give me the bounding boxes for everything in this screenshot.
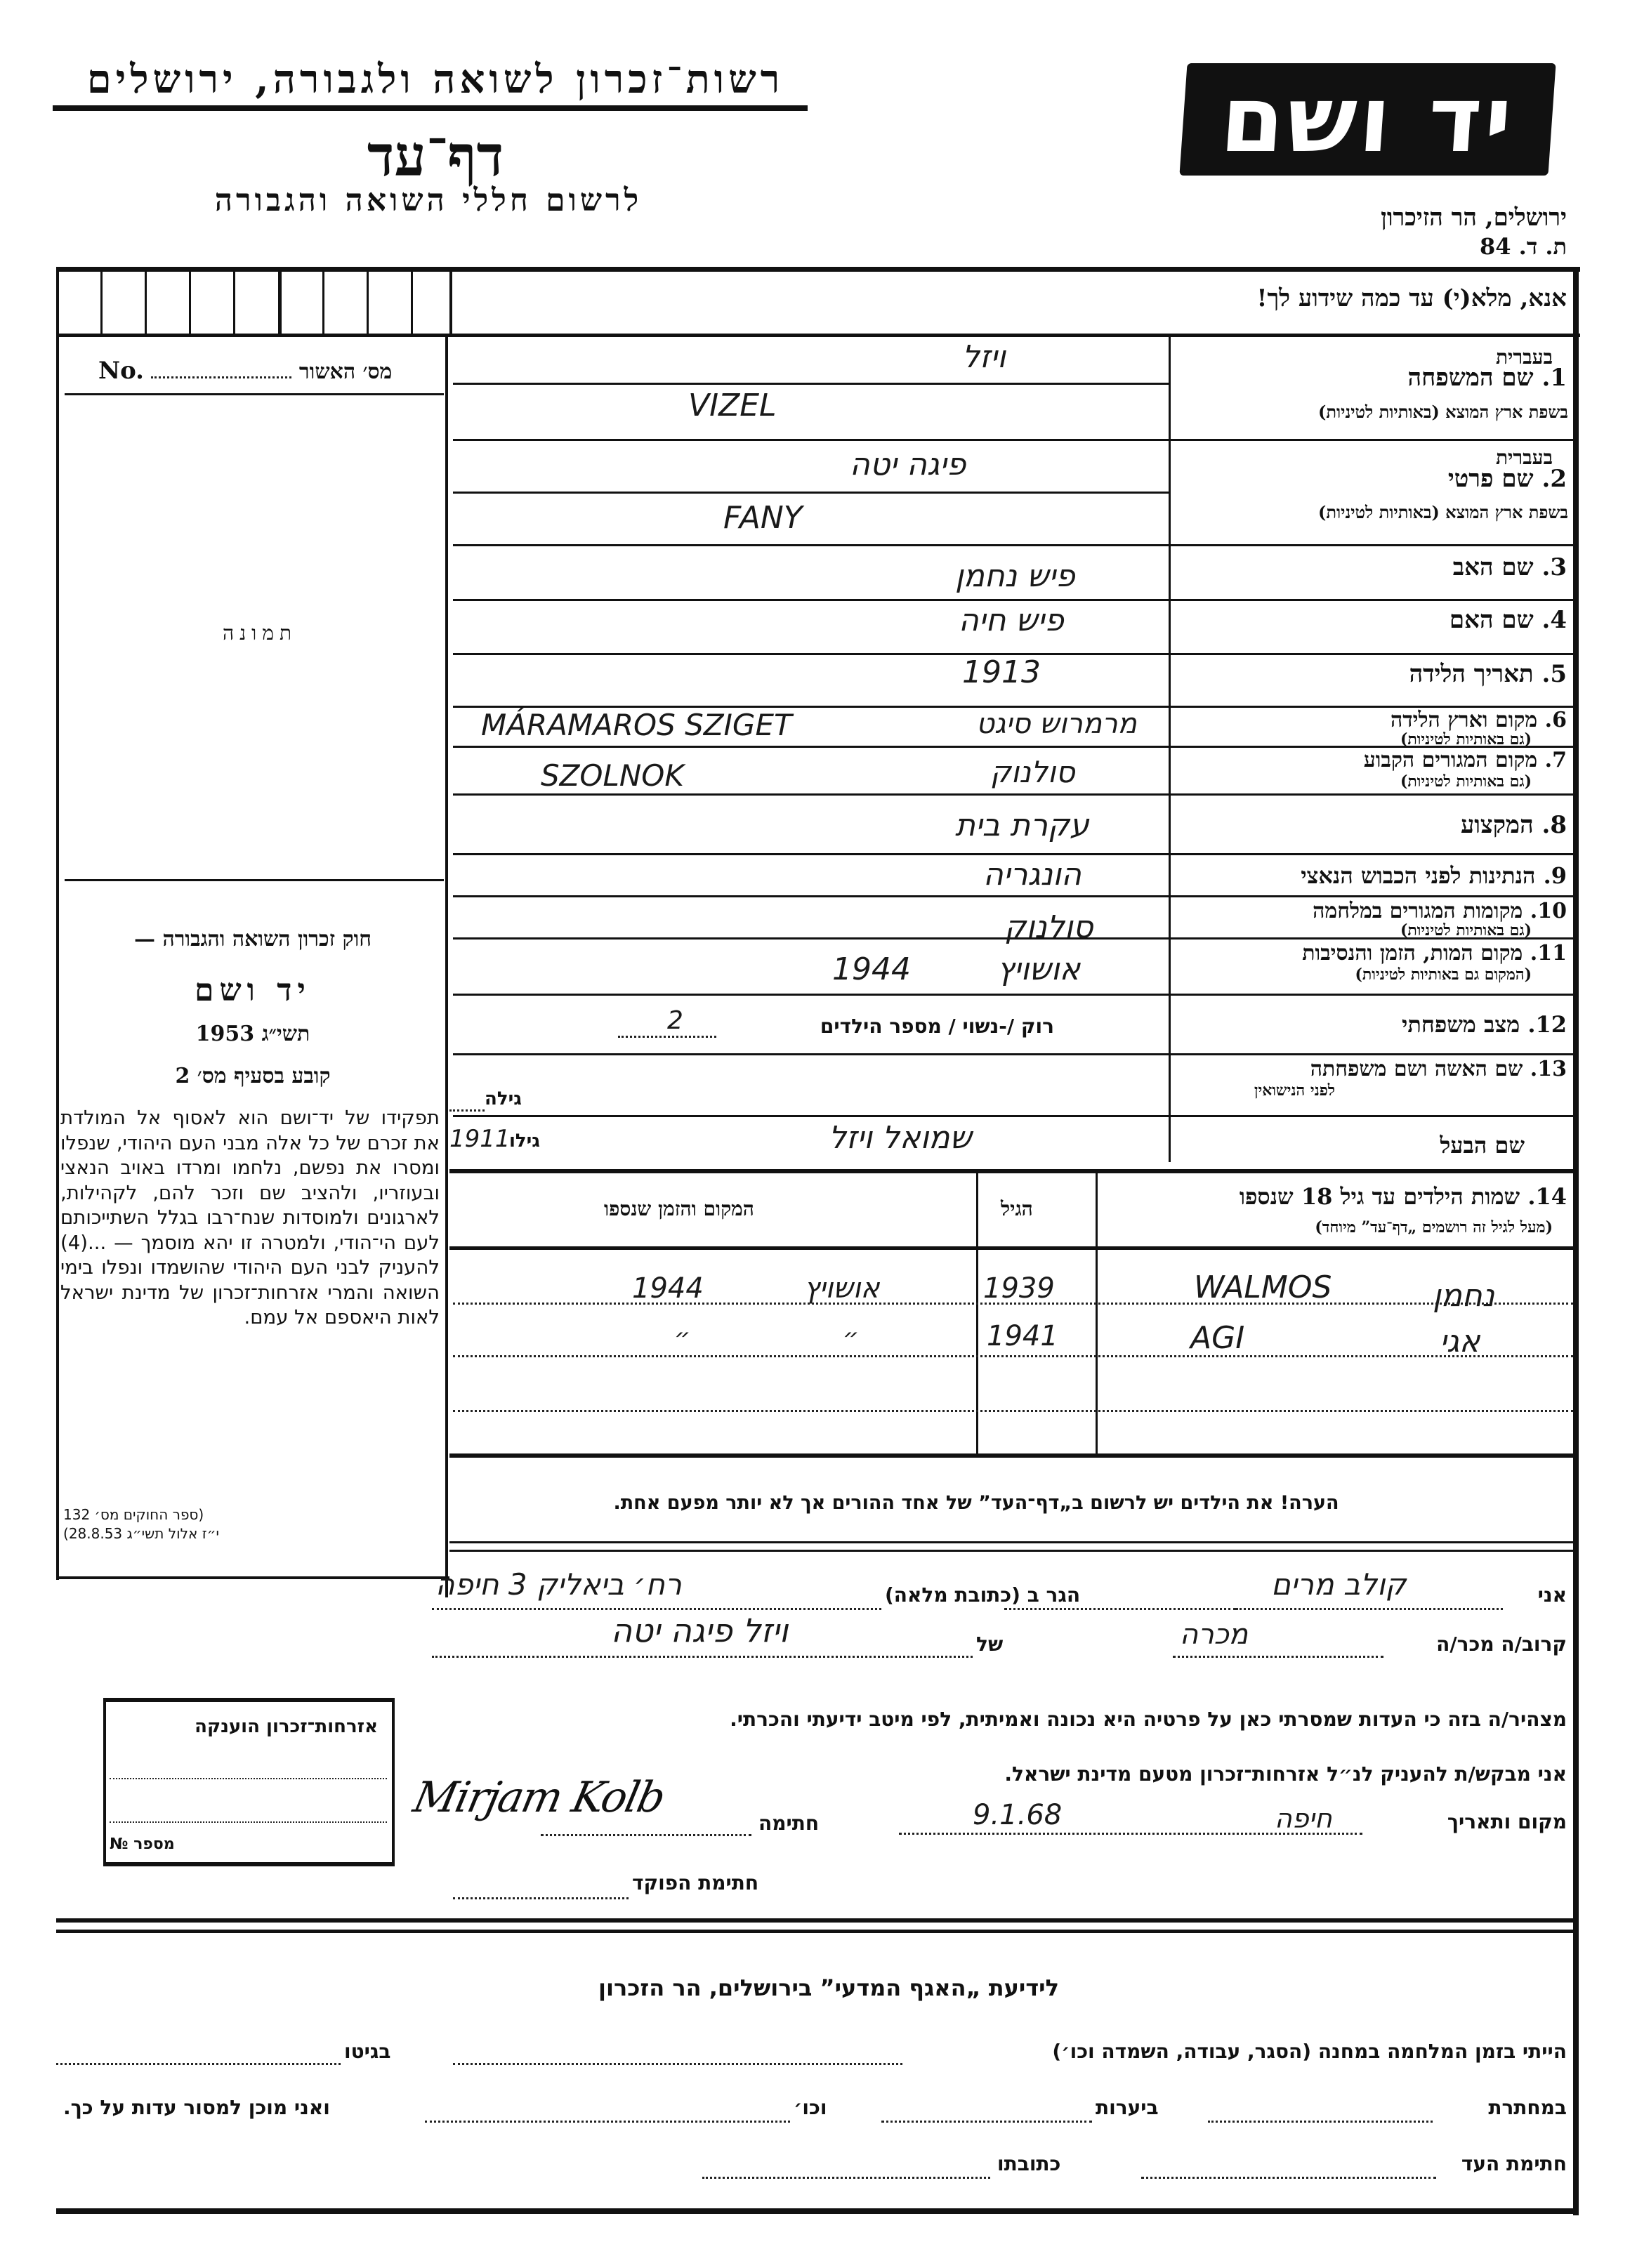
- law-name: יד ושם: [195, 973, 311, 1008]
- field-7-label: 7. מקום המגורים הקבוע: [1363, 748, 1567, 772]
- children-row-line: [453, 1355, 1573, 1357]
- war-residence-value[interactable]: סולנוק: [1004, 909, 1093, 945]
- citizenship-box-line[interactable]: [110, 1821, 387, 1823]
- witness-signature-label: חתימת העד: [1461, 2152, 1567, 2175]
- row-divider: [453, 793, 1573, 796]
- approval-no-label: No.: [98, 357, 144, 385]
- field-11-label: 11. מקום המות, הזמן והנסיבות: [1302, 941, 1567, 965]
- field-8-label: 8. המקצוע: [1460, 811, 1567, 839]
- family-name-hebrew-value[interactable]: ויזל: [962, 339, 1006, 375]
- row-divider: [453, 599, 1573, 601]
- label-column-divider: [1169, 337, 1171, 1162]
- field-11-sublabel: (המקום גם באותיות לטיניות): [1355, 965, 1532, 984]
- ghetto-label: בגיטו: [344, 2040, 391, 2063]
- law-section: קובע בסעיף מס׳ 2: [175, 1064, 331, 1088]
- declarant-name-value[interactable]: קולב מרים: [1271, 1567, 1407, 1602]
- death-year-value[interactable]: 1944: [832, 951, 911, 987]
- birth-date-value[interactable]: 1913: [962, 654, 1041, 690]
- approval-divider: [65, 393, 444, 395]
- memorial-citizenship-box: [103, 1698, 395, 1866]
- header-rule: [53, 105, 808, 111]
- photo-placeholder-label: תמונה: [222, 621, 298, 645]
- husband-name-value[interactable]: שמואל ויזל: [829, 1120, 972, 1156]
- witness-signature-line[interactable]: [1141, 2177, 1436, 2179]
- children-table-title: 14. שמות הילדים עד גיל 18 שנספו: [1239, 1183, 1567, 1210]
- forests-line[interactable]: [881, 2121, 1092, 2123]
- field-10-label: 10. מקומות המגורים במלחמה: [1313, 899, 1567, 923]
- forests-label: ביערות: [1096, 2096, 1159, 2119]
- signature-label: חתימה: [758, 1812, 820, 1835]
- header-row-divider: [56, 334, 1580, 337]
- birth-place-hebrew-value[interactable]: מרמרוש סיגט: [976, 708, 1137, 740]
- field-2-sublabel: בשפת ארץ המוצא (באותיות לטיניות): [1318, 502, 1568, 522]
- death-place-value[interactable]: אושויץ: [997, 951, 1081, 987]
- yad-vashem-logo: [1179, 63, 1556, 176]
- code-box-tick: [367, 272, 369, 334]
- approval-number-field[interactable]: [98, 357, 392, 385]
- frame-top-border: [56, 267, 1580, 272]
- field-1-label: 1. שם המשפחה: [1407, 364, 1567, 392]
- first-name-hebrew-value[interactable]: פיגה יטה: [850, 447, 966, 482]
- citizenship-box-title: אזרחות־זכרון הוענקה: [195, 1716, 378, 1737]
- row-divider: [453, 1053, 1573, 1055]
- nationality-value[interactable]: הונגריה: [983, 857, 1082, 892]
- row-divider: [453, 492, 1169, 494]
- field-6-label: 6. מקום וארץ הלידה: [1390, 708, 1567, 732]
- law-reference-1: (ספר החוקים מס׳ 132: [63, 1506, 204, 1523]
- residence-latin-value[interactable]: SZOLNOK: [541, 758, 684, 793]
- declaration-statement: מצהיר/ה בזה כי העדות שמסרתי כאן על פרטיה היא נכונה ואמיתית, לפי מיטב ידיעתי והכרתי.: [730, 1708, 1567, 1731]
- ready-to-testify-text: ואני מוכן למסור עדות על כך.: [63, 2096, 330, 2119]
- form-code: ת. ד. 84: [1480, 233, 1567, 260]
- children-count-line: [618, 1036, 716, 1038]
- child-death-place[interactable]: אושויץ: [804, 1272, 880, 1305]
- code-box-tick: [189, 272, 191, 334]
- of-line: [432, 1656, 973, 1658]
- citizenship-box-line[interactable]: [110, 1778, 387, 1779]
- field-4-label: 4. שם האם: [1449, 606, 1567, 634]
- underground-label: במחתרת: [1488, 2096, 1567, 2119]
- address-line-b: [432, 1608, 881, 1610]
- col-age-header: הגיל: [1001, 1197, 1033, 1220]
- marital-status-options[interactable]: רוק /-נשוי / מספר הילדים: [820, 1015, 1054, 1038]
- organization-title: רשות־זכרון לשואה ולגבורה, ירושלים: [86, 56, 784, 103]
- camp-line[interactable]: [453, 2063, 902, 2065]
- address-line-a: [1004, 1608, 1236, 1610]
- date-value[interactable]: 9.1.68: [973, 1799, 1063, 1831]
- underground-line[interactable]: [1208, 2121, 1433, 2123]
- field-13-label: 13. שם האשה ושם משפחתה: [1310, 1057, 1567, 1081]
- row-divider: [453, 544, 1573, 546]
- child-name-latin[interactable]: AGI: [1190, 1320, 1245, 1356]
- officer-signature-line[interactable]: [453, 1897, 629, 1899]
- field-2-hebrew-tag: בעברית: [1495, 446, 1553, 469]
- of-value[interactable]: ויזל פיגה יטה: [611, 1611, 789, 1649]
- row-divider: [453, 1115, 1573, 1117]
- field-9-label: 9. הנתינות לפני הכבוש הנאצי: [1301, 862, 1567, 889]
- field-10-sublabel: (גם באותיות לטיניות): [1400, 921, 1532, 939]
- photo-area-bottom: [65, 879, 444, 881]
- code-boxes-divider: [449, 272, 452, 335]
- relation-value[interactable]: מכרה: [1180, 1618, 1249, 1651]
- relation-line: [1173, 1656, 1383, 1658]
- logo-text: יד ושם: [1217, 66, 1518, 173]
- child-death-year[interactable]: ״: [674, 1324, 691, 1352]
- law-title: חוק זכרון השואה והגבורה —: [134, 927, 372, 951]
- section-separator-2: [56, 1930, 1573, 1933]
- instruction-text: אנא, מלא(י) עד כמה שידוע לך!: [1256, 284, 1567, 312]
- wife-age-line[interactable]: [449, 1109, 485, 1112]
- frame-bottom-border: [56, 2208, 1579, 2214]
- etc-label: וכו׳: [794, 2096, 827, 2119]
- row-divider: [453, 895, 1573, 897]
- relation-label: קרוב/ה מכר/ה: [1436, 1633, 1567, 1656]
- frame-left-border: [56, 267, 59, 1580]
- child-age[interactable]: 1939: [983, 1272, 1055, 1305]
- field-1-sublabel: בשפת ארץ המוצא (באותיות לטיניות): [1318, 402, 1568, 422]
- law-text: תפקידו של יד־ושם הוא לאסוף אל המולדת את זכרם של כל אלה מבני העם היהודי, שנפלו ומסרו את נפשם, נלחמו ומרדו באויב הנאצי ובעוזריו, ולהציב שם וזכר להם, לקהילות, לארגונים ולמוסדות שנח־רבו בגלל השתייכותם לעם הי־הודי, ולמטרה זו יהא מוסמך — ...(4) להעניק לבני העם היהודי שהושמדו ונפלו בימי השואה והמרי אזרחות־זכרון של מדינת ישראל לאות היאספם אל עמם.: [60, 1107, 440, 1329]
- first-name-latin-value[interactable]: FANY: [723, 500, 803, 536]
- code-box-tick: [411, 272, 413, 334]
- place-value[interactable]: חיפה: [1275, 1803, 1332, 1834]
- bottom-section-title: לידיעת „האגף המדעי” בירושלים, הר הזכרון: [598, 1974, 1059, 2001]
- profession-value[interactable]: עקרת בית: [955, 807, 1089, 843]
- father-name-value[interactable]: פיש נחמן: [955, 558, 1075, 594]
- note-bottom-rule-2: [449, 1550, 1573, 1552]
- form-subtitle: לרשום חללי השואה והגבורה: [214, 183, 643, 218]
- declaration-prefix: אני: [1537, 1583, 1567, 1607]
- husband-age-label: גילו: [509, 1130, 540, 1152]
- field-1-hebrew-tag: בעברית: [1495, 345, 1553, 369]
- witness-address-line[interactable]: [702, 2177, 990, 2179]
- address: ירושלים, הר הזיכרון: [1381, 204, 1567, 232]
- row-divider: [453, 994, 1573, 996]
- col-place-time-header: המקום והזמן שנספו: [604, 1197, 754, 1220]
- row-divider: [453, 439, 1573, 441]
- children-count-value[interactable]: 2: [667, 1006, 683, 1035]
- of-label: של: [976, 1633, 1004, 1656]
- husband-name-label: שם הבעל: [1440, 1132, 1525, 1159]
- frame-right-border: [1573, 267, 1579, 2215]
- form-title: דף־עד: [367, 123, 504, 189]
- birth-place-latin-value[interactable]: MÁRAMAROS SZIGET: [481, 708, 792, 742]
- wife-age-label: גילה: [485, 1088, 522, 1109]
- children-table-top: [449, 1169, 1573, 1173]
- children-table-header-bottom: [449, 1246, 1573, 1250]
- witness-address-label: כתובתו: [997, 2152, 1061, 2175]
- field-6-sublabel: (גם באותיות לטיניות): [1400, 730, 1532, 749]
- children-table-subtitle: (מעל לגיל זה רושמים „דף־עד” מיוחד): [1315, 1218, 1553, 1237]
- child-death-place[interactable]: ״: [843, 1324, 860, 1352]
- law-year: תשי״ג 1953: [195, 1022, 310, 1046]
- children-row-line: [453, 1410, 1573, 1412]
- code-box-tick: [322, 272, 324, 334]
- family-name-latin-value[interactable]: VIZEL: [688, 388, 777, 423]
- declarant-signature[interactable]: Mirjam Kolb: [409, 1773, 669, 1822]
- field-13-sublabel: לפני הנישואין: [1254, 1081, 1335, 1100]
- declaration-request: אני מבקש/ת להעניק לנ״ל אזרחות־זכרון מטעם מדינת ישראל.: [1004, 1762, 1567, 1786]
- section-separator: [56, 1918, 1573, 1923]
- etc-line[interactable]: [425, 2121, 790, 2123]
- law-reference-2: י״ז אלול תשי״ג 28.8.53): [63, 1525, 219, 1542]
- left-column-bottom: [56, 1576, 449, 1579]
- field-5-label: 5. תאריך הלידה: [1409, 660, 1567, 688]
- residence-hebrew-value[interactable]: סולנוק: [990, 755, 1075, 789]
- note-bottom-rule: [449, 1541, 1573, 1543]
- code-box-tick: [278, 272, 282, 334]
- code-box-tick: [233, 272, 235, 334]
- camp-line-label: הייתי בזמן המלחמה במחנה (הסגר, עבודה, השמדה וכו׳): [1052, 2040, 1567, 2063]
- children-note: הערה! את הילדים יש לרשום ב„דף־העד” של אחד ההורים אך לא יותר מפעם אחת.: [613, 1492, 1339, 1514]
- husband-age-value[interactable]: 1911: [449, 1125, 511, 1153]
- row-divider: [453, 383, 1169, 385]
- ghetto-line[interactable]: [56, 2063, 341, 2065]
- child-name-latin[interactable]: WALMOS: [1194, 1270, 1332, 1305]
- field-12-label: 12. מצב משפחתי: [1402, 1011, 1567, 1038]
- approval-number-line: [151, 376, 291, 378]
- row-divider: [453, 853, 1573, 855]
- approval-label: מס׳ האשור: [298, 360, 393, 384]
- child-age[interactable]: 1941: [987, 1320, 1058, 1352]
- declarant-name-line: [1236, 1608, 1503, 1610]
- signature-line: [541, 1834, 751, 1836]
- citizenship-number-label: מספר №: [110, 1835, 175, 1853]
- officer-signature-label: חתימת הפוקד: [632, 1871, 759, 1894]
- mother-name-value[interactable]: פיש חיה: [959, 602, 1064, 638]
- child-death-year[interactable]: 1944: [632, 1272, 704, 1305]
- place-date-label: מקום ותאריך: [1447, 1810, 1567, 1833]
- field-7-sublabel: (גם באותיות לטיניות): [1400, 772, 1532, 791]
- address-label: הגר ב (כתובת מלאה): [885, 1583, 1081, 1607]
- field-2-label: 2. שם פרטי: [1447, 465, 1567, 493]
- child-name-hebrew[interactable]: נחמן: [1433, 1278, 1495, 1314]
- field-3-label: 3. שם האב: [1452, 553, 1567, 581]
- code-box-tick: [145, 272, 147, 334]
- address-value[interactable]: רח׳ ביאליק 3 חיפה: [435, 1567, 682, 1602]
- children-table-bottom: [449, 1453, 1573, 1458]
- code-box-tick: [100, 272, 103, 334]
- left-column-divider: [445, 334, 448, 1597]
- child-name-hebrew[interactable]: אגי: [1440, 1324, 1480, 1359]
